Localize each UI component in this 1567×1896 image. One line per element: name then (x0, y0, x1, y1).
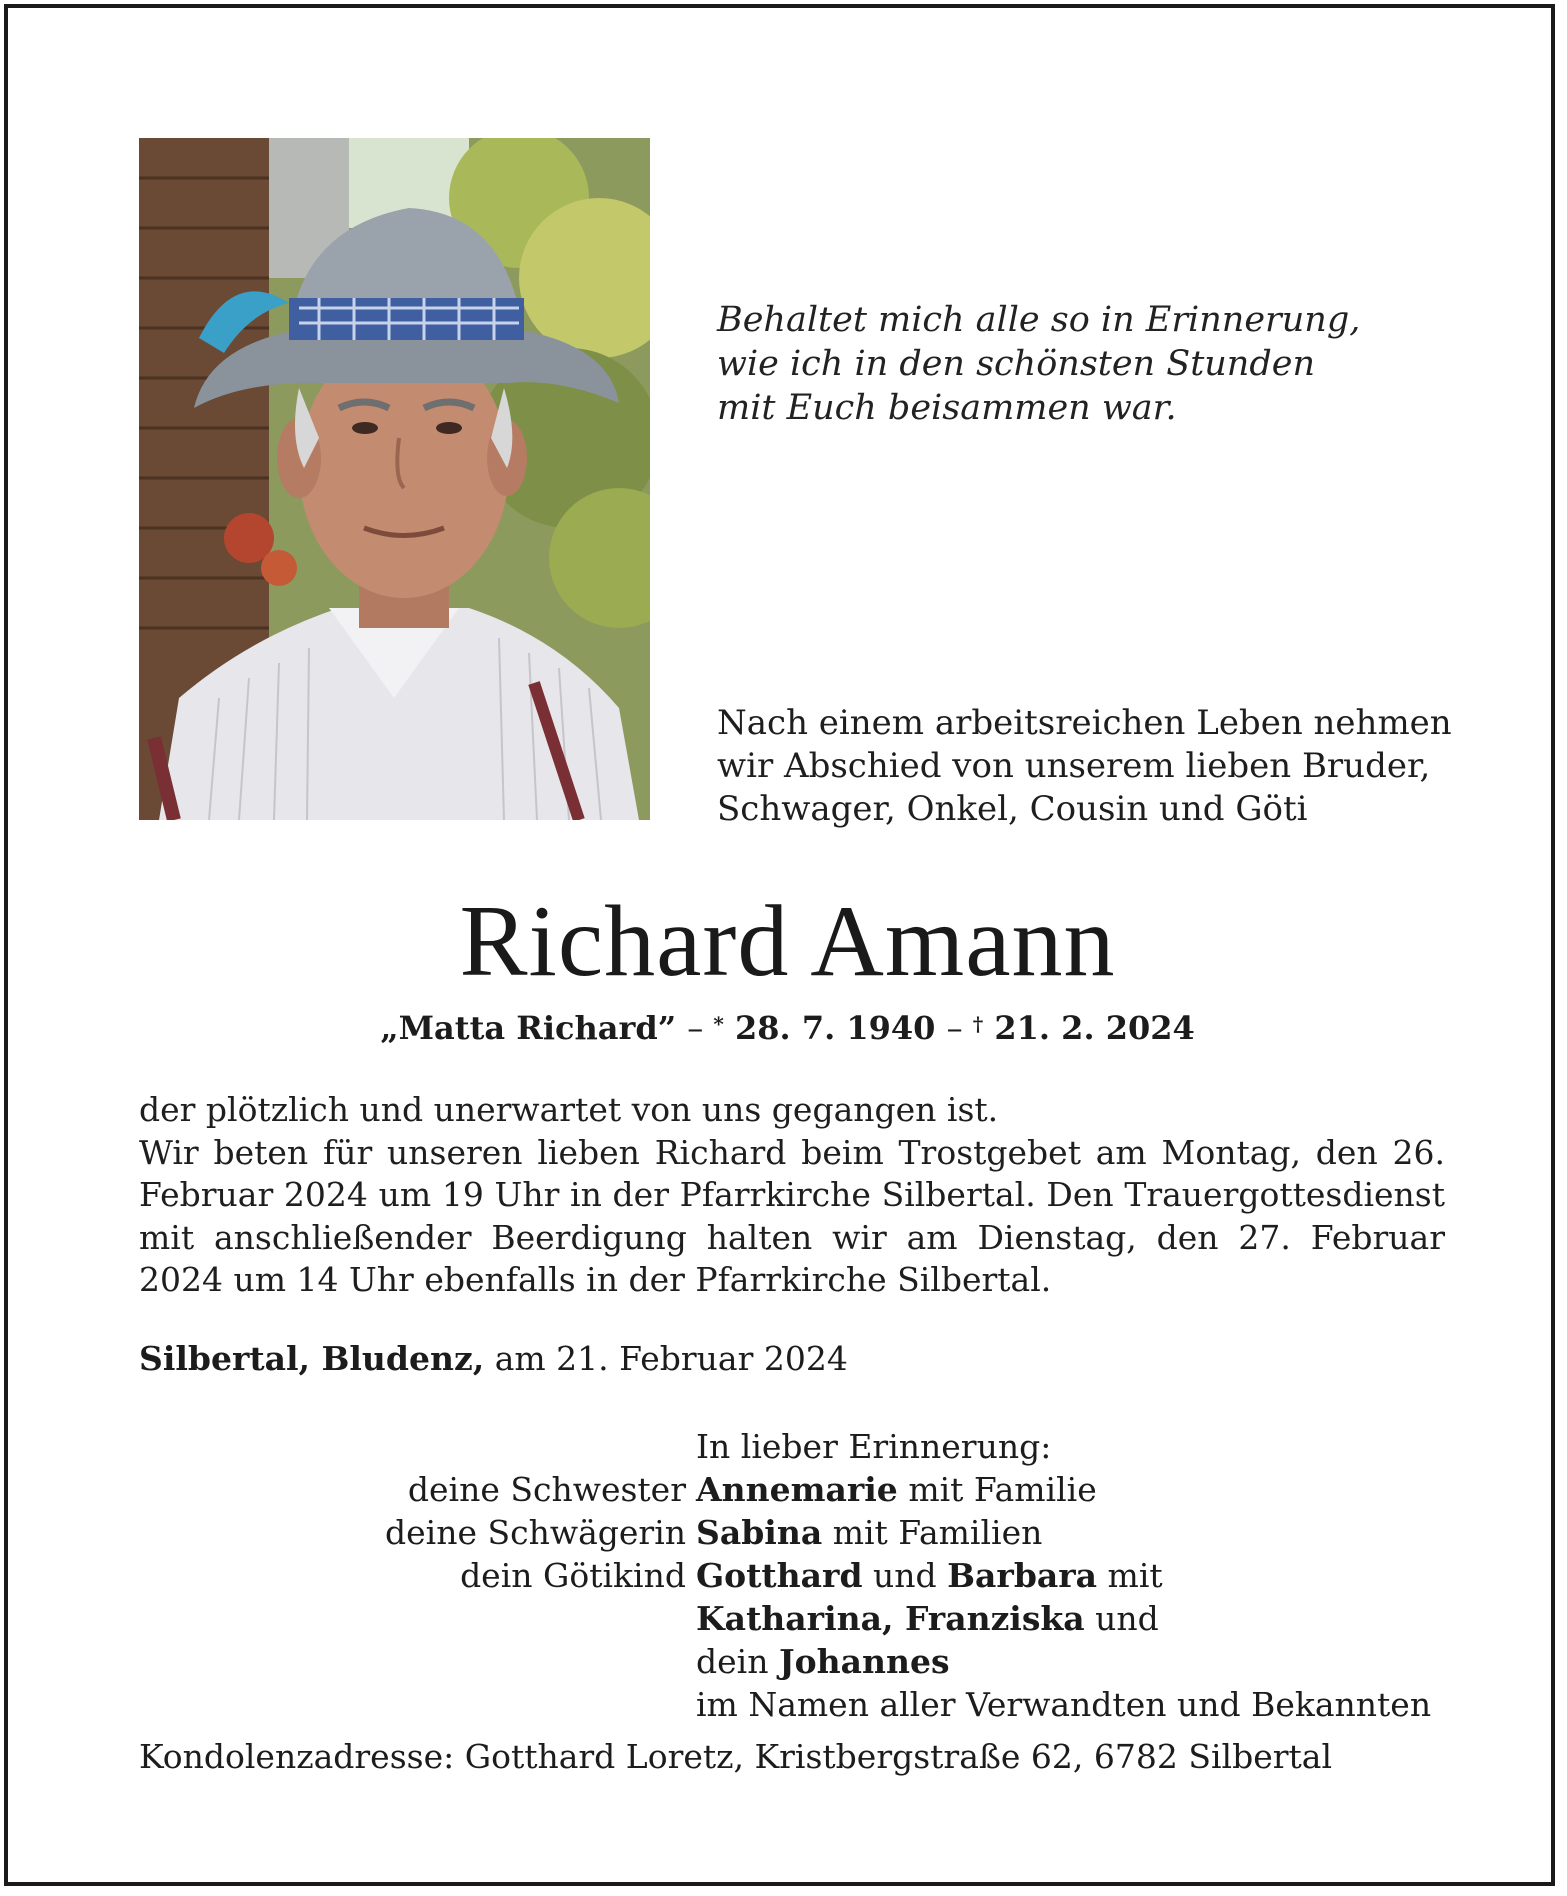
mourner-suffix: mit (1107, 1556, 1163, 1595)
farewell-line: Schwager, Onkel, Cousin und Göti (717, 789, 1308, 829)
birth-date: 28. 7. 1940 (735, 1009, 936, 1047)
mourner-row (139, 1597, 1459, 1640)
memorial-quote (717, 298, 1477, 430)
relation: deine Schwester (407, 1470, 686, 1509)
mourner-suffix: mit Familien (832, 1513, 1043, 1552)
mourner-row (139, 1468, 1459, 1511)
condolence-address: Kondolenzadresse: Gotthard Loretz, Kristbergstraße 62, 6782 Silbertal (139, 1737, 1333, 1776)
mourner-row (139, 1640, 1459, 1683)
place-and-date (139, 1338, 1139, 1380)
announcement-line: der plötzlich und unerwartet von uns gegangen ist. (139, 1090, 999, 1129)
quote-line: wie ich in den schönsten Stunden (717, 344, 1316, 384)
relation: dein Götikind (460, 1556, 686, 1595)
nickname: „Matta Richard” (380, 1009, 677, 1047)
mourner-row (139, 1683, 1459, 1726)
farewell-line: Nach einem arbeitsreichen Leben nehmen (717, 703, 1452, 743)
deceased-name: Richard Amann (459, 885, 1116, 998)
mourner-row (139, 1554, 1459, 1597)
mourner-name: Annemarie (696, 1470, 898, 1509)
death-date: 21. 2. 2024 (994, 1009, 1195, 1047)
closing-heading: In lieber Erinnerung: (696, 1427, 1052, 1466)
mourner-conjunction: und (873, 1556, 937, 1595)
mourner-suffix: und (1095, 1599, 1159, 1638)
portrait-photo (139, 138, 650, 820)
announcement-paragraph: Wir beten für unseren lieben Richard beim Trostgebet am Montag, den 26. Februar 2024 um 19 Uhr in der Pfarrkirche Silbertal. Den Trauergottesdienst mit anschließender Beerdigung halten wir am Dienstag, den 27. Februar 2024 um 14 Uhr ebenfalls in der Pfarrkirche Silbertal. (139, 1132, 1445, 1299)
closing-remark: im Namen aller Verwandten und Bekannten (696, 1685, 1432, 1724)
birth-star-icon: * (713, 1012, 724, 1036)
relation: deine Schwägerin (385, 1513, 686, 1552)
farewell-text (717, 702, 1477, 831)
mourner-suffix: mit Familie (908, 1470, 1097, 1509)
announcement-text (139, 1089, 1445, 1302)
mourner-name: Katharina, Franziska (696, 1599, 1085, 1638)
mourners-list (139, 1425, 1459, 1726)
mourner-name: Johannes (778, 1642, 950, 1681)
portrait-illustration (139, 138, 650, 820)
quote-line: Behaltet mich alle so in Erinnerung, (717, 300, 1361, 340)
mourner-row (139, 1511, 1459, 1554)
notice-date: am 21. Februar 2024 (494, 1339, 848, 1378)
mourner-name: Barbara (947, 1556, 1098, 1595)
quote-line: mit Euch beisammen war. (717, 388, 1177, 428)
obituary-notice (4, 4, 1555, 1886)
mourner-name: Sabina (696, 1513, 823, 1552)
mourner-prefix: dein (696, 1642, 769, 1681)
life-dates: „Matta Richard” – * 28. 7. 1940 – † 21. 2. 2024 (380, 1009, 1195, 1047)
farewell-line: wir Abschied von unserem lieben Bruder, (717, 746, 1431, 786)
mourner-name: Gotthard (696, 1556, 863, 1595)
death-dagger-icon: † (972, 1012, 984, 1036)
place: Silbertal, Bludenz, (139, 1339, 485, 1378)
